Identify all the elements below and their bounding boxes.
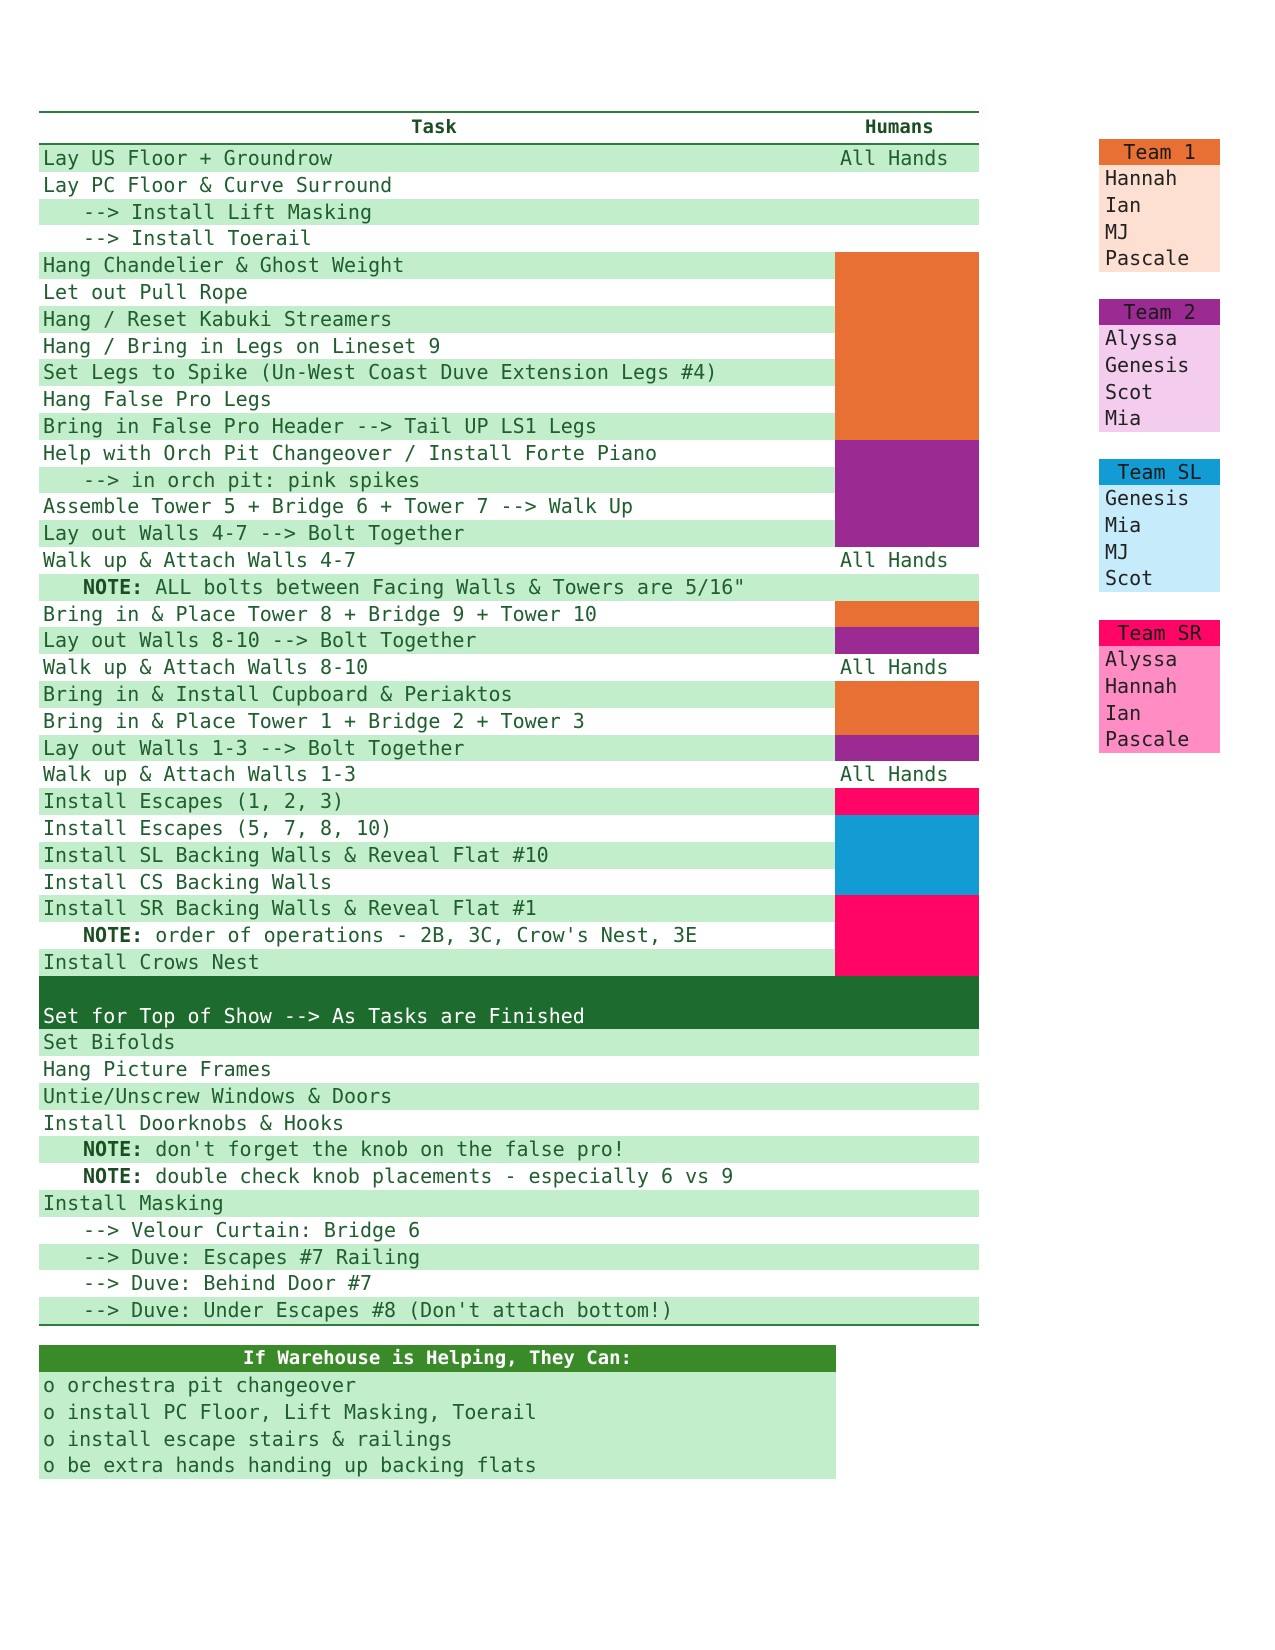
task-row: [39, 359, 979, 386]
task-row: [39, 1190, 979, 1217]
task-text: Walk up & Attach Walls 1-3: [43, 762, 357, 787]
task-text: Walk up & Attach Walls 8-10: [43, 655, 369, 680]
task-text: Install SL Backing Walls & Reveal Flat #10: [43, 842, 549, 867]
task-text: Lay out Walls 1-3 --> Bolt Together: [43, 735, 465, 760]
warehouse-item: o install escape stairs & railings: [39, 1426, 836, 1453]
task-row: [39, 199, 979, 226]
task-row: [39, 145, 979, 172]
team-color-cell: [835, 708, 979, 735]
warehouse-item: o orchestra pit changeover: [39, 1372, 836, 1399]
task-row: [39, 654, 979, 681]
note-label: NOTE:: [83, 1137, 144, 1162]
team-box: [1099, 139, 1220, 272]
humans-value: All Hands: [840, 762, 949, 787]
task-row: [39, 440, 979, 467]
task-text: Lay PC Floor & Curve Surround: [43, 172, 393, 197]
task-text: Walk up & Attach Walls 4-7: [43, 547, 357, 572]
team-color-cell: [835, 735, 979, 762]
task-row: [39, 1270, 979, 1297]
task-text: --> Velour Curtain: Bridge 6: [83, 1217, 421, 1242]
task-text: Bring in & Install Cupboard & Periaktos: [43, 681, 513, 706]
team-member: Scot: [1099, 565, 1220, 592]
task-row: [39, 1217, 979, 1244]
team-color-cell: [835, 788, 979, 815]
team-box: [1099, 299, 1220, 432]
task-row: [39, 815, 979, 842]
task-row: [39, 627, 979, 654]
task-row: [39, 1056, 979, 1083]
task-text: Hang Chandelier & Ghost Weight: [43, 253, 405, 278]
task-text: --> Duve: Escapes #7 Railing: [83, 1244, 421, 1269]
task-text: --> Install Lift Masking: [83, 199, 372, 224]
task-row: [39, 252, 979, 279]
task-text: Set Bifolds: [43, 1030, 176, 1055]
task-text: Hang Picture Frames: [43, 1057, 272, 1082]
task-text: --> Duve: Under Escapes #8 (Don't attach bottom!): [83, 1298, 674, 1323]
task-text: --> Duve: Behind Door #7: [83, 1271, 372, 1296]
task-column-header: Task: [411, 116, 457, 138]
task-row: [39, 520, 979, 547]
team-member: MJ: [1099, 539, 1220, 566]
team-member: Ian: [1099, 700, 1220, 727]
note-label: NOTE:: [83, 574, 144, 599]
task-text: Bring in False Pro Header --> Tail UP LS1 Legs: [43, 413, 597, 438]
task-row: [39, 869, 979, 896]
note-text: [83, 574, 745, 601]
note-body: don't forget the knob on the false pro!: [143, 1137, 625, 1162]
task-text: Lay US Floor + Groundrow: [43, 146, 332, 170]
task-row: [39, 1083, 979, 1110]
task-row: [39, 386, 979, 413]
task-row: [39, 922, 979, 949]
task-row: [39, 842, 979, 869]
task-text: Let out Pull Rope: [43, 279, 248, 304]
task-row: [39, 949, 979, 976]
team-box: [1099, 459, 1220, 592]
task-text: Install Escapes (5, 7, 8, 10): [43, 815, 393, 840]
team-color-cell: [835, 627, 979, 654]
team-name: Team SL: [1099, 459, 1220, 485]
task-row: [39, 306, 979, 333]
team-member: Pascale: [1099, 245, 1220, 272]
task-text: Hang / Bring in Legs on Lineset 9: [43, 333, 441, 358]
team-member: Hannah: [1099, 165, 1220, 192]
task-row: [39, 788, 979, 815]
task-row: [39, 681, 979, 708]
note-text: [83, 922, 697, 949]
task-row: [39, 735, 979, 762]
team-color-cell: [835, 681, 979, 708]
task-text: Lay out Walls 8-10 --> Bolt Together: [43, 628, 477, 653]
team-color-cell: [835, 306, 979, 333]
table-header: [39, 111, 979, 145]
task-row: [39, 1163, 979, 1190]
task-row: [39, 413, 979, 440]
team-color-cell: [835, 279, 979, 306]
task-row: [39, 333, 979, 360]
humans-value: All Hands: [840, 547, 949, 572]
team-name: Team SR: [1099, 620, 1220, 646]
warehouse-list: [39, 1372, 836, 1479]
team-color-cell: [835, 895, 979, 922]
task-text: Hang False Pro Legs: [43, 387, 272, 412]
note-label: NOTE:: [83, 1164, 144, 1189]
team-color-cell: [835, 333, 979, 360]
team-member: Alyssa: [1099, 646, 1220, 673]
section-header-row: [39, 976, 979, 1030]
team-color-cell: [835, 922, 979, 949]
section-title: Set for Top of Show --> As Tasks are Finished: [43, 1003, 585, 1028]
task-text: Bring in & Place Tower 1 + Bridge 2 + Tower 3: [43, 708, 585, 733]
team-color-cell: [835, 359, 979, 386]
team-color-cell: [835, 252, 979, 279]
task-text: Install Escapes (1, 2, 3): [43, 789, 345, 814]
team-name: Team 1: [1099, 139, 1220, 165]
note-text: [83, 1163, 733, 1190]
warehouse-item: o install PC Floor, Lift Masking, Toerail: [39, 1399, 836, 1426]
team-color-cell: [835, 440, 979, 467]
note-label: NOTE:: [83, 923, 144, 948]
task-text: Install CS Backing Walls: [43, 869, 332, 894]
humans-value: All Hands: [840, 655, 949, 680]
warehouse-title: If Warehouse is Helping, They Can:: [39, 1345, 836, 1372]
team-color-cell: [835, 413, 979, 440]
team-member: Scot: [1099, 379, 1220, 406]
task-row: [39, 172, 979, 199]
task-text: Install Masking: [43, 1191, 224, 1216]
team-member: Hannah: [1099, 673, 1220, 700]
task-text: Set Legs to Spike (Un-West Coast Duve Extension Legs #4): [43, 360, 718, 385]
task-row: [39, 1110, 979, 1137]
task-text: --> Install Toerail: [83, 226, 312, 251]
team-color-cell: [835, 869, 979, 896]
note-body: ALL bolts between Facing Walls & Towers are 5/16": [143, 574, 746, 599]
note-body: double check knob placements - especially 6 vs 9: [143, 1164, 734, 1189]
note-body: order of operations - 2B, 3C, Crow's Nest, 3E: [143, 923, 698, 948]
task-row: [39, 895, 979, 922]
warehouse-item: o be extra hands handing up backing flats: [39, 1452, 836, 1479]
task-table: [39, 111, 979, 1326]
task-text: Bring in & Place Tower 8 + Bridge 9 + Tower 10: [43, 601, 597, 626]
team-member: Mia: [1099, 512, 1220, 539]
task-row: [39, 1029, 979, 1056]
team-member: Pascale: [1099, 726, 1220, 753]
task-text: Untie/Unscrew Windows & Doors: [43, 1083, 393, 1108]
task-row: [39, 547, 979, 574]
team-name: Team 2: [1099, 299, 1220, 325]
task-row: [39, 467, 979, 494]
table-bottom-rule: [39, 1324, 979, 1326]
task-row: [39, 1297, 979, 1324]
task-row: [39, 279, 979, 306]
team-color-cell: [835, 467, 979, 494]
task-text: Lay out Walls 4-7 --> Bolt Together: [43, 521, 465, 546]
task-text: --> in orch pit: pink spikes: [83, 467, 421, 492]
team-member: Alyssa: [1099, 325, 1220, 352]
warehouse-box: [39, 1345, 836, 1479]
task-row: [39, 1244, 979, 1271]
humans-column-header: Humans: [865, 116, 934, 138]
team-color-cell: [835, 815, 979, 842]
team-color-cell: [835, 949, 979, 976]
task-text: Help with Orch Pit Changeover / Install Forte Piano: [43, 440, 658, 465]
team-color-cell: [835, 601, 979, 628]
team-member: Mia: [1099, 405, 1220, 432]
task-row: [39, 708, 979, 735]
team-box: [1099, 620, 1220, 753]
team-color-cell: [835, 386, 979, 413]
task-row: [39, 225, 979, 252]
team-member: Genesis: [1099, 352, 1220, 379]
task-row: [39, 1136, 979, 1163]
team-color-cell: [835, 842, 979, 869]
task-text: Install SR Backing Walls & Reveal Flat #1: [43, 896, 537, 921]
task-text: Hang / Reset Kabuki Streamers: [43, 306, 393, 331]
team-member: MJ: [1099, 219, 1220, 246]
task-text: Install Doorknobs & Hooks: [43, 1110, 345, 1135]
task-row: [39, 493, 979, 520]
task-rows: [39, 145, 979, 1324]
team-color-cell: [835, 520, 979, 547]
task-row: [39, 761, 979, 788]
note-text: [83, 1136, 625, 1163]
task-row: [39, 574, 979, 601]
team-color-cell: [835, 493, 979, 520]
humans-value: All Hands: [840, 146, 949, 170]
task-text: Install Crows Nest: [43, 949, 260, 974]
team-member: Ian: [1099, 192, 1220, 219]
task-text: Assemble Tower 5 + Bridge 6 + Tower 7 --> Walk Up: [43, 494, 634, 519]
team-member: Genesis: [1099, 485, 1220, 512]
task-row: [39, 601, 979, 628]
